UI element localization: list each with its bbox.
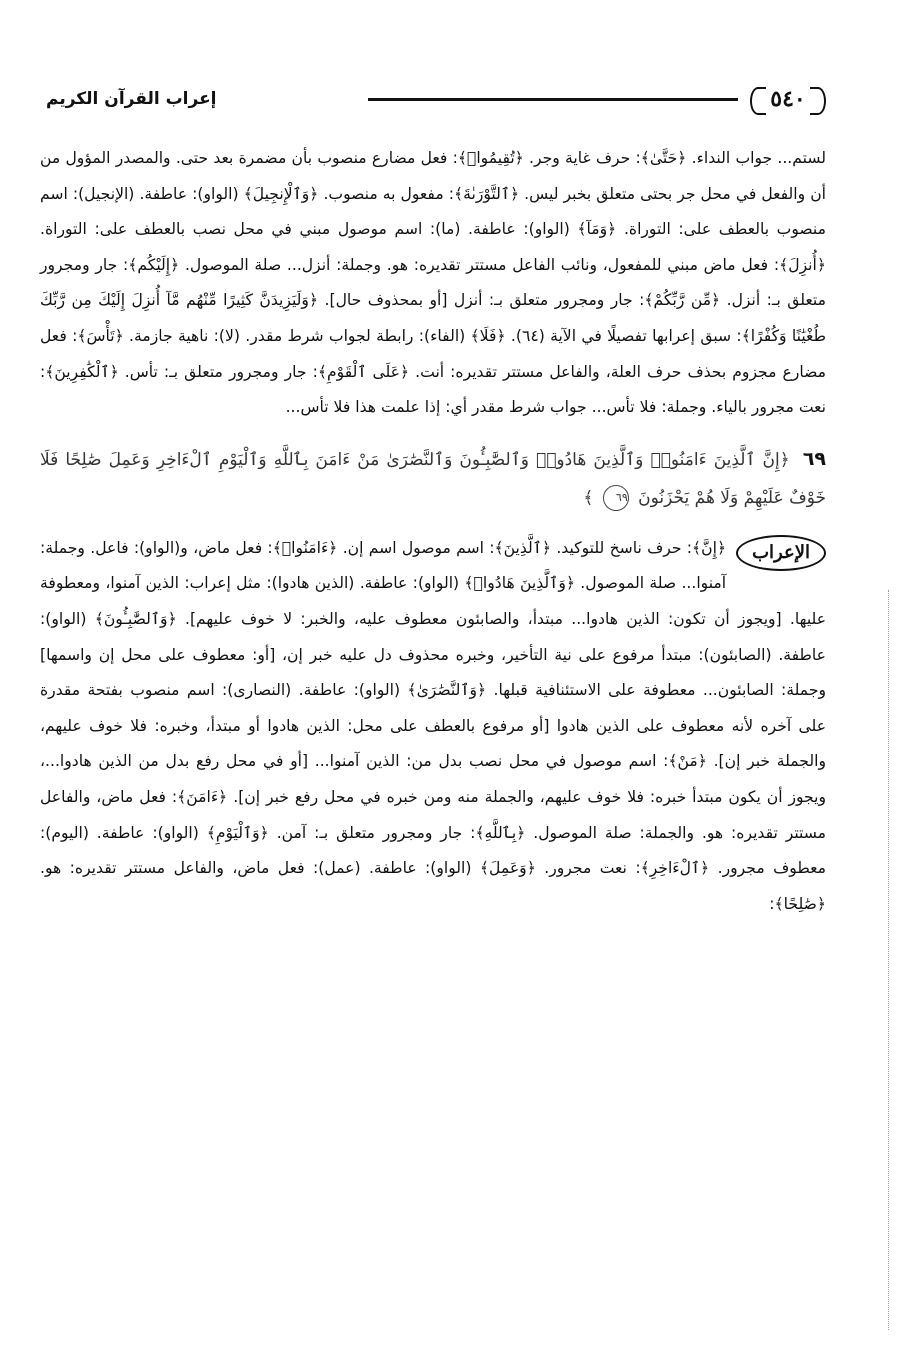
page-body	[40, 141, 826, 922]
verse-text: ﴿إِنَّ ٱلَّذِينَ ءَامَنُوا۟ وَٱلَّذِينَ هَادُوا۟ وَٱلصَّٰبِـُٔونَ وَٱلنَّصَٰرَىٰ مَنْ ءَامَنَ بِٱللَّهِ وَٱلْيَوْمِ ٱلْءَاخِرِ وَعَمِلَ صَٰلِحًا فَلَا خَوْفٌ عَلَيْهِمْ وَلَا هُمْ يَحْزَنُونَ	[40, 449, 826, 508]
irab-label: الإعراب	[736, 535, 826, 571]
header-rule	[368, 98, 738, 101]
quran-verse	[40, 440, 826, 517]
commentary-paragraph-1: لستم... جواب النداء. ﴿حَتَّىٰ﴾: حرف غاية وجر. ﴿تُقِيمُوا۟﴾: فعل مضارع منصوب بأن مضمرة بعد حتى. والمصدر المؤول من أن والفعل في محل جر بحتى متعلق بخبر ليس. ﴿ٱلتَّوْرَىٰةَ﴾: مفعول به منصوب. ﴿وَٱلْإِنجِيلَ﴾ (الواو): عاطفة. (الإنجيل): اسم منصوب بالعطف على: التوراة. ﴿وَمَآ﴾ (الواو): عاطفة. (ما): اسم موصول مبني في محل نصب بالعطف على: التوراة. ﴿أُنزِلَ﴾: فعل ماض مبني للمفعول، ونائب الفاعل مستتر تقديره: هو. وجملة: أنزل... صلة الموصول. ﴿إِلَيْكُم﴾: جار ومجرور متعلق بـ: أنزل. ﴿مِّن رَّبِّكُمْ﴾: جار ومجرور متعلق بـ: أنزل [أو بمحذوف حال]. ﴿وَلَيَزِيدَنَّ كَثِيرًا مِّنْهُم مَّآ أُنزِلَ إِلَيْكَ مِن رَّبِّكَ طُغْيَٰنًا وَكُفْرًا﴾: سبق إعرابها تفصيلًا في الآية (٦٤). ﴿فَلَا﴾ (الفاء): رابطة لجواب شرط مقدر. (لا): ناهية جازمة. ﴿تَأْسَ﴾: فعل مضارع مجزوم بحذف حرف العلة، والفاعل مستتر تقديره: أنت. ﴿عَلَى ٱلْقَوْمِ﴾: جار ومجرور متعلق بـ: تأس. ﴿ٱلْكَٰفِرِينَ﴾: نعت مجرور بالياء. وجملة: فلا تأس... جواب شرط مقدر أي: إذا علمت هذا فلا تأس...	[40, 149, 826, 417]
page-number: ٥٤٠	[750, 81, 826, 117]
page-gutter-edge	[888, 590, 889, 1330]
page-header	[40, 78, 826, 120]
verse-number: ٦٩	[802, 447, 827, 470]
verse-closing-bracket: ﴾	[583, 487, 594, 508]
book-title: إعراب القرآن الكريم	[46, 89, 217, 109]
verse-end-marker: ٦٩	[603, 485, 629, 511]
commentary-paragraph-2: ﴿إِنَّ﴾: حرف ناسخ للتوكيد. ﴿ٱلَّذِينَ﴾: اسم موصول اسم إن. ﴿ءَامَنُوا۟﴾: فعل ماض، و(الواو): فاعل. وجملة: آمنوا... صلة الموصول. ﴿وَٱلَّذِينَ هَادُوا۟﴾ (الواو): عاطفة. (الذين هادوا): مثل إعراب: الذين آمنوا، ومعطوفة عليها. [ويجوز أن تكون: الذين هادوا... مبتدأ، والصابئون معطوف عليه، والخبر: لا خوف عليهم]. ﴿وَٱلصَّٰبِـُٔونَ﴾ (الواو): عاطفة. (الصابئون): مبتدأ مرفوع على نية التأخير، وخبره محذوف دل عليه خبر إن، [أو: معطوف على محل إن واسمها] وجملة: الصابئون... معطوفة على الاستئنافية قبلها. ﴿وَٱلنَّصَٰرَىٰ﴾ (الواو): عاطفة. (النصارى): اسم منصوب بفتحة مقدرة على آخره لأنه معطوف على الذين هادوا [أو مرفوع بالعطف على محل: الذين هادوا أو مبتدأ، وخبره: فلا خوف عليهم، والجملة خبر إن]. ﴿مَنْ﴾: اسم موصول في محل نصب بدل من: الذين آمنوا... [أو في محل رفع بدل من الذين هادوا...، ويجوز أن يكون مبتدأ خبره: فلا خوف عليهم، والجملة منه ومن خبره في محل رفع خبر إن]. ﴿ءَامَنَ﴾: فعل ماض، والفاعل مستتر تقديره: هو. والجملة: صلة الموصول. ﴿بِٱللَّهِ﴾: جار ومجرور متعلق بـ: آمن. ﴿وَٱلْيَوْمِ﴾ (الواو): عاطفة. (اليوم): معطوف مجرور. ﴿ٱلْءَاخِرِ﴾: نعت مجرور. ﴿وَعَمِلَ﴾ (الواو): عاطفة. (عمل): فعل ماض، والفاعل مستتر تقديره: هو. ﴿صَٰلِحًا﴾:	[40, 538, 826, 913]
